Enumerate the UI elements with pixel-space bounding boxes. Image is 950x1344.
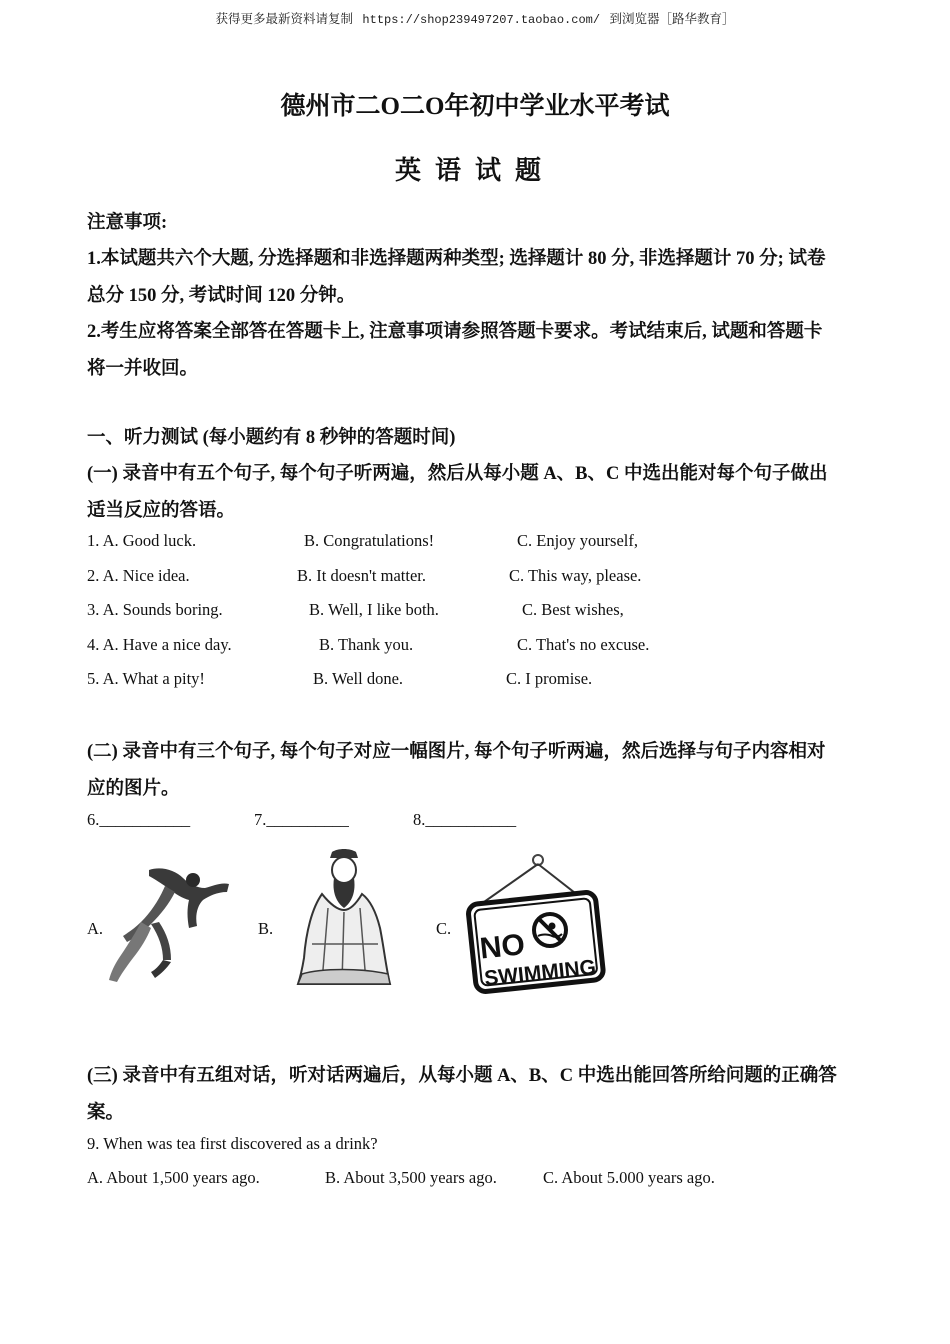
q4-option-a: 4. A. Have a nice day. [87,635,232,654]
notice-item2-line1: 2.考生应将答案全部答在答题卡上, 注意事项请参照答题卡要求。考试结束后, 试题和答题卡 [87,322,823,342]
q1-option-a: 1. A. Good luck. [87,531,197,550]
q4-option-c: C. That's no excuse. [517,635,650,654]
banner-prefix: 获得更多最新资料请复制 [215,12,354,26]
picture-label-b: B. [258,919,274,938]
runner-picture [105,862,235,988]
q3-option-c: C. Best wishes, [522,600,624,619]
q9-option-b: B. About 3,500 years ago. [325,1168,497,1187]
sign-text-no: NO [478,928,527,966]
q5-option-b: B. Well done. [313,669,404,688]
q5-option-c: C. I promise. [506,669,593,688]
q3-option-b: B. Well, I like both. [309,600,439,619]
notice-item2-line2: 将一并收回。 [87,359,199,379]
q2-option-c: C. This way, please. [509,566,642,585]
part1-instruction-line1: (一) 录音中有五个句子, 每个句子听两遍，然后从每小题 A、B、C 中选出能对每个句子做出 [87,464,828,484]
q2-option-a: 2. A. Nice idea. [87,566,190,585]
q6-blank: 6.___________ [87,810,191,829]
section1-heading: 一、听力测试 (每小题约有 8 秒钟的答题时间) [87,428,456,448]
q1-option-b: B. Congratulations! [304,531,435,550]
q4-option-b: B. Thank you. [319,635,414,654]
banner-url[interactable]: https://shop239497207.taobao.com/ [362,13,601,27]
exam-subtitle: 英语试题 [394,156,555,185]
notice-heading: 注意事项: [87,213,168,233]
no-swimming-sign [466,852,608,998]
q2-option-b: B. It doesn't matter. [297,566,426,585]
q3-option-a: 3. A. Sounds boring. [87,600,223,619]
part1-instruction-line2: 适当反应的答语。 [87,501,236,521]
top-banner [0,9,950,27]
part2-instruction-line1: (二) 录音中有三个句子, 每个句子对应一幅图片, 每个句子听两遍，然后选择与句子内容相对 [87,742,826,762]
q8-blank: 8.___________ [413,810,517,829]
part3-instruction-line2: 案。 [87,1103,125,1123]
scholar-picture [292,848,396,988]
exam-title: 德州市二O二O年初中学业水平考试 [280,93,670,120]
q1-option-c: C. Enjoy yourself, [517,531,638,550]
q9-option-a: A. About 1,500 years ago. [87,1168,260,1187]
q7-blank: 7.__________ [254,810,349,829]
q5-option-a: 5. A. What a pity! [87,669,205,688]
picture-label-a: A. [87,919,104,938]
q9-question: 9. When was tea first discovered as a drink? [87,1134,378,1153]
banner-suffix: 到浏览器［路华教育］ [609,12,735,26]
sign-text-swimming: SWIMMING [483,955,598,991]
part3-instruction-line1: (三) 录音中有五组对话，听对话两遍后，从每小题 A、B、C 中选出能回答所给问题的正确答 [87,1066,837,1086]
picture-label-c: C. [436,919,452,938]
notice-item1-line2: 总分 150 分, 考试时间 120 分钟。 [87,286,356,306]
q9-option-c: C. About 5.000 years ago. [543,1168,715,1187]
part2-instruction-line2: 应的图片。 [87,779,180,799]
notice-item1-line1: 1.本试题共六个大题, 分选择题和非选择题两种类型; 选择题计 80 分, 非选择题计 70 分; 试卷 [87,249,826,269]
